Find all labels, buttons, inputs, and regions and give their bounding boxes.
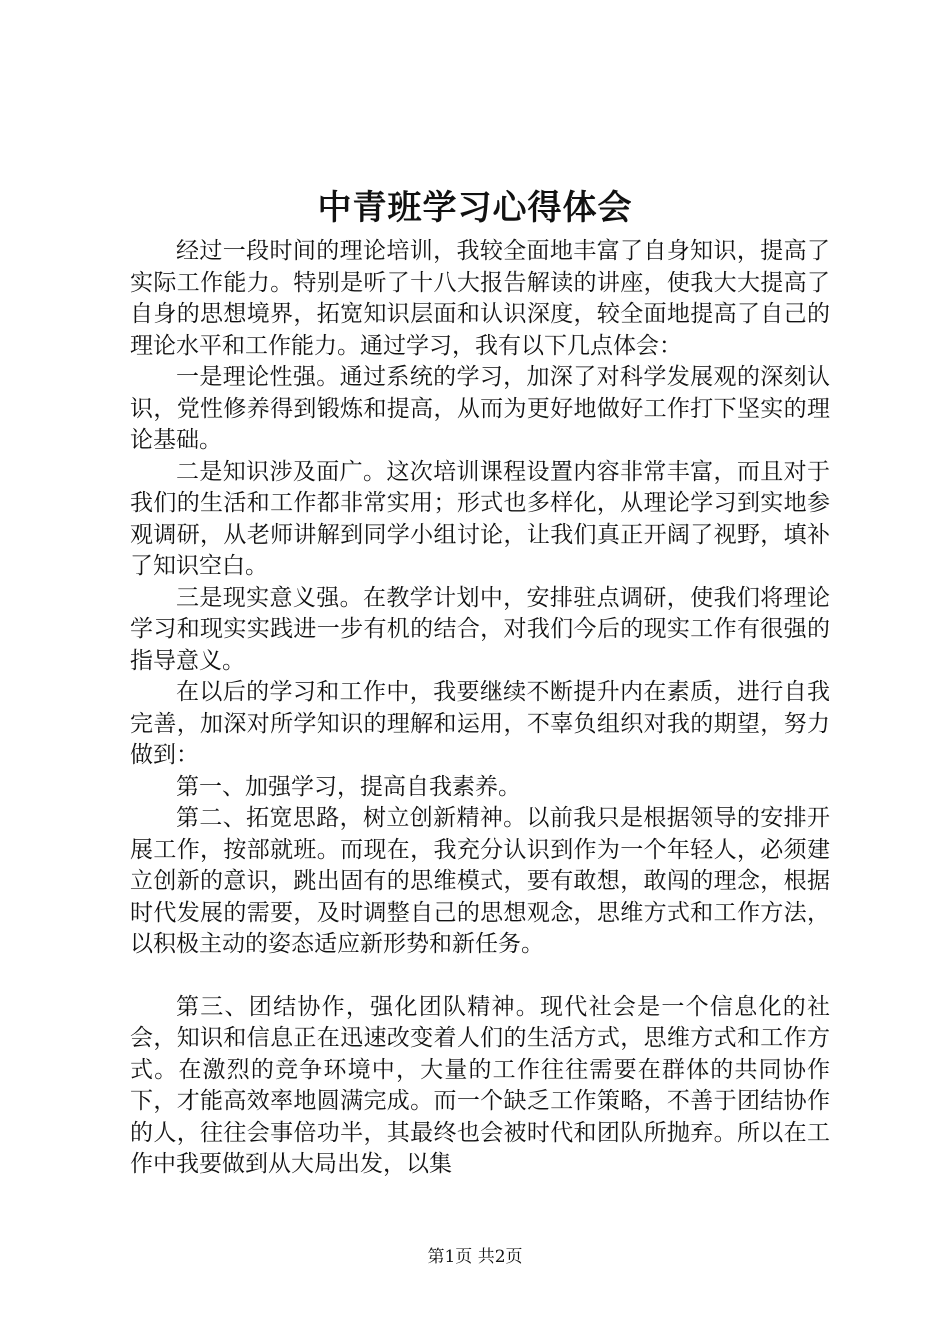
paragraph-point-two: 二是知识涉及面广。这次培训课程设置内容非常丰富，而且对于我们的生活和工作都非常实用；形式也多样化，从理论学习到实地参观调研，从老师讲解到同学小组讨论，让我们真正开阔了视野，填补了知识空白。: [130, 458, 830, 579]
paragraph-point-one: 一是理论性强。通过系统的学习，加深了对科学发展观的深刻认识，党性修养得到锻炼和提高，从而为更好地做好工作打下坚实的理论基础。: [130, 364, 830, 453]
document-body: [130, 236, 830, 1181]
paragraph-second-goal: 第二、拓宽思路，树立创新精神。以前我只是根据领导的安排开展工作，按部就班。而现在，我充分认识到作为一个年轻人，必须建立创新的意识，跳出固有的思维模式，要有敢想，敢闯的理念，根据时代发展的需要，及时调整自己的思想观念，思维方式和工作方法，以积极主动的姿态适应新形势和新任务。: [130, 805, 830, 957]
paragraph-point-three: 三是现实意义强。在教学计划中，安排驻点调研，使我们将理论学习和现实实践进一步有机的结合，对我们今后的现实工作有很强的指导意义。: [130, 584, 830, 674]
paragraph-intro: 经过一段时间的理论培训，我较全面地丰富了自身知识，提高了实际工作能力。特别是听了十八大报告解读的讲座，使我大大提高了自身的思想境界，拓宽知识层面和认识深度，较全面地提高了自己的理论水平和工作能力。通过学习，我有以下几点体会：: [130, 238, 830, 359]
paragraph-third-goal: 第三、团结协作，强化团队精神。现代社会是一个信息化的社会，知识和信息正在迅速改变着人们的生活方式，思维方式和工作方式。在激烈的竞争环境中，大量的工作往往需要在群体的共同协作下，才能高效率地圆满完成。而一个缺乏工作策略，不善于团结协作的人，往往会事倍功半，其最终也会被时代和团队所抛弃。所以在工作中我要做到从大局出发，以集: [130, 993, 830, 1177]
document-title: 中青班学习心得体会: [317, 188, 633, 228]
paragraph-future: 在以后的学习和工作中，我要继续不断提升内在素质，进行自我完善，加深对所学知识的理解和运用，不辜负组织对我的期望，努力做到：: [130, 679, 830, 768]
paragraph-first-goal: 第一、加强学习，提高自我素养。: [176, 773, 521, 800]
page-footer: 第1页 共2页: [427, 1247, 523, 1267]
